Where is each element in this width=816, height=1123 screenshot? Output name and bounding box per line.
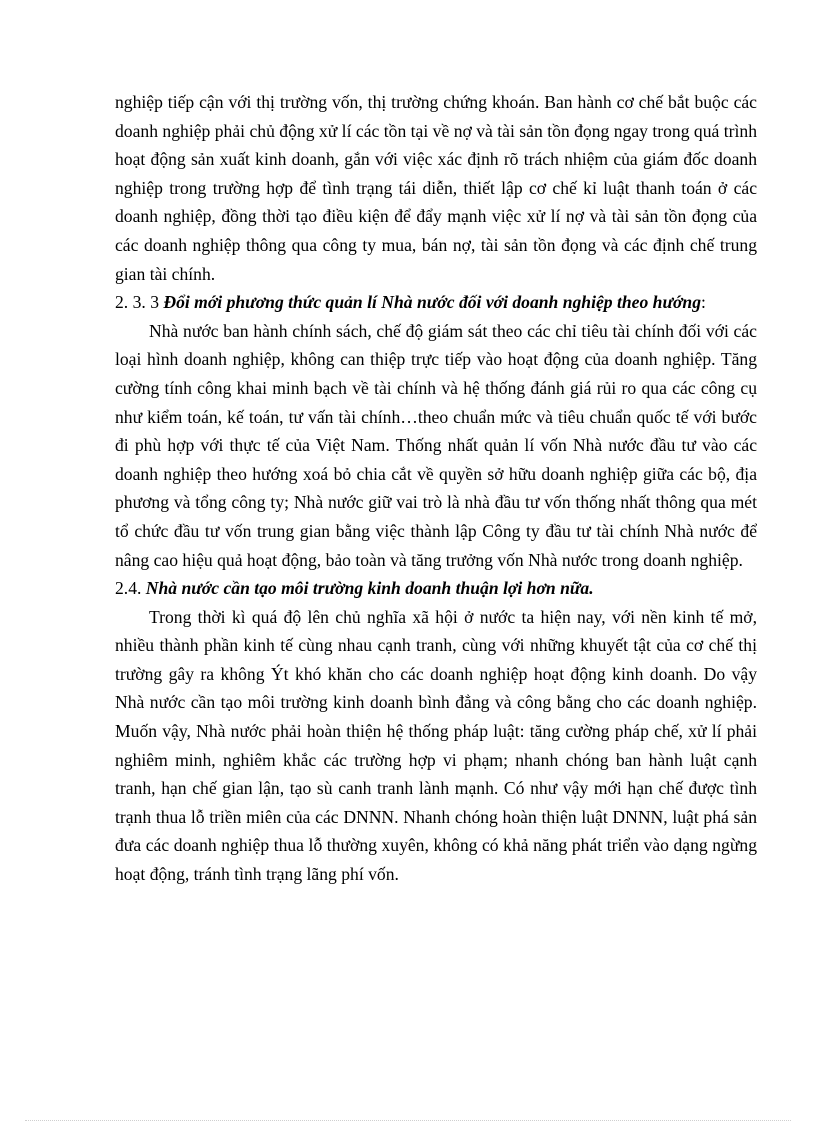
paragraph-environment: Trong thời kì quá độ lên chủ nghĩa xã hội ở nước ta hiện nay, với nền kinh tế mở, nhiều thành phần kinh tế cùng nhau cạnh tranh, cùng với những khuyết tật của cơ chế thị trường gây ra không Ýt khó khăn cho các doanh nghiệp hoạt động kinh doanh. Do vậy Nhà nước cần tạo môi trường kinh doanh bình đẳng và công bằng cho các doanh nghiệp. Muốn vậy, Nhà nước phải hoàn thiện hệ thống pháp luật: tăng cường pháp chế, xử lí phải nghiêm minh, nghiêm khắc các trường hợp vi phạm; nhanh chóng ban hành luật cạnh tranh, hạn chế gian lận, tạo sù canh tranh lành mạnh. Có như vậy mới hạn chế được tình trạnh thua lỗ triền miên của các DNNN. Nhanh chóng hoàn thiện luật DNNN, luật phá sản đưa các doanh nghiệp thua lỗ thường xuyên, không có khả năng phát triển vào dạng ngừng hoạt động, tránh tình trạng lãng phí vốn. (115, 606, 757, 885)
section-heading-2-4 (115, 574, 757, 603)
page-bottom-border (25, 1120, 791, 1121)
section-number: 2.4. (115, 578, 146, 599)
section-number: 2. 3. 3 (115, 292, 164, 313)
paragraph-intro: nghiệp tiếp cận với thị trường vốn, thị trường chứng khoán. Ban hành cơ chế bắt buộc các doanh nghiệp phải chủ động xử lí các tồn tại về nợ và tài sản tồn đọng ngay trong quá trình hoạt động sản xuất kinh doanh, gắn với việc xác định rõ trách nhiệm của giám đốc doanh nghiệp trong trường hợp để tình trạng tái diễn, thiết lập cơ chế kỉ luật thanh toán ở các doanh nghiệp, đồng thời tạo điều kiện để đẩy mạnh việc xử lí nợ và tài sản tồn đọng của các doanh nghiệp thông qua công ty mua, bán nợ, tài sản tồn đọng và các định chế trung gian tài chính. (115, 92, 757, 284)
section-title: Đổi mới phương thức quản lí Nhà nước đối với doanh nghiệp theo hướng (163, 292, 702, 313)
section-heading-2-3-3 (115, 288, 757, 317)
section-suffix: : (701, 292, 706, 313)
section-title: Nhà nước cần tạo môi trường kinh doanh thuận lợi hơn nữa. (145, 578, 594, 599)
document-page (115, 88, 757, 889)
paragraph-management: Nhà nước ban hành chính sách, chế độ giám sát theo các chỉ tiêu tài chính đối với các loại hình doanh nghiệp, không can thiệp trực tiếp vào hoạt động của doanh nghiệp. Tăng cường tính công khai minh bạch về tài chính và hệ thống đánh giá rủi ro qua các công cụ như kiểm toán, kế toán, tư vấn tài chính…theo chuẩn mức và tiêu chuẩn quốc tế với bước đi phù hợp với thực tế của Việt Nam. Thống nhất quản lí vốn Nhà nước đầu tư vào các doanh nghiệp theo hướng xoá bỏ chia cắt về quyền sở hữu doanh nghiệp giữa các bộ, địa phương và tổng công ty; Nhà nước giữ vai trò là nhà đầu tư vốn thống nhất thông qua mét tổ chức đầu tư vốn trung gian bằng việc thành lập Công ty đầu tư tài chính Nhà nước để nâng cao hiệu quả hoạt động, bảo toàn và tăng trưởng vốn Nhà nước trong doanh nghiệp. (115, 320, 757, 570)
